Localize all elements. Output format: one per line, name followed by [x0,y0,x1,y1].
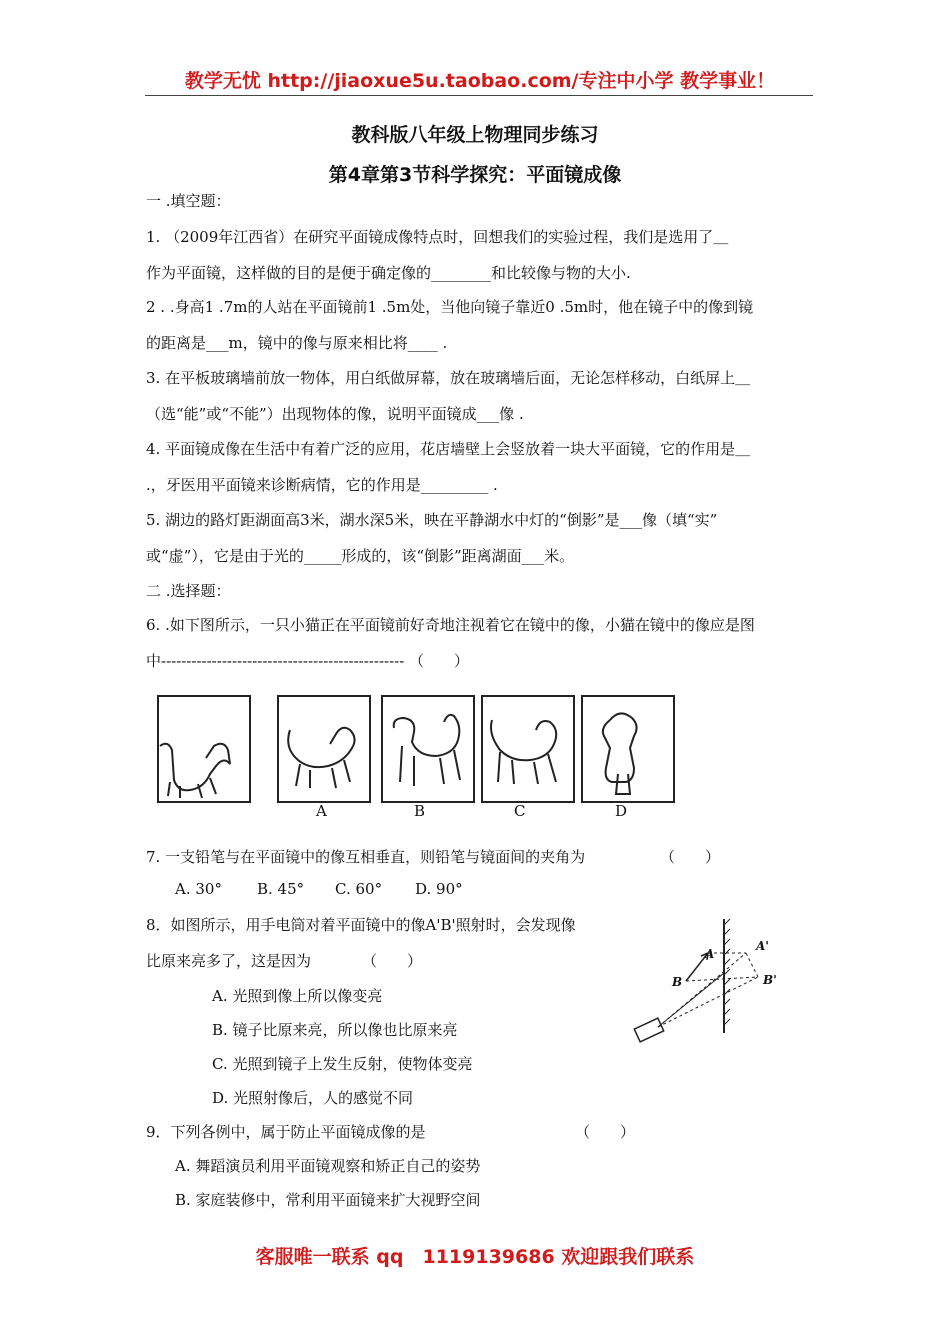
q9-option-a[interactable]: A. 舞蹈演员利用平面镜观察和矫正自己的姿势 [175,1157,481,1175]
q3-line1: 3. 在平板玻璃墙前放一物体，用白纸做屏幕，放在玻璃墙后面，无论怎样移动，白纸屏上＿ [146,369,751,387]
doc-subtitle: 第4章第3节科学探究：平面镜成像 [328,164,622,186]
header-divider [145,95,813,96]
doc-title: 教科版八年级上物理同步练习 [351,124,599,146]
section-fill-blank: 一 .填空题： [146,192,231,210]
q2-line1: 2 . .身高1 .7m的人站在平面镜前1 .5m处，当他向镜子靠近0 .5m时，他在镜子中的像到镜 [146,298,754,316]
q2-line2: 的距离是___m，镜中的像与原来相比将____ . [146,334,448,352]
q3-line2: （选“能”或“不能”）出现物体的像，说明平面镜成___像 . [146,405,524,423]
image-ab [746,953,758,977]
q7-option-b[interactable]: B. 45° [257,880,305,898]
panel-a [278,696,370,802]
q4-line1: 4. 平面镜成像在生活中有着广泛的应用，花店墙壁上会竖放着一块大平面镜，它的作用是＿ [146,440,751,458]
panel-b [382,696,474,802]
site-header: 教学无忧 http://jiaoxue5u.taobao.com/专注中小学 教学事业！ [184,70,776,92]
q1-line2: 作为平面镜，这样做的目的是便于确定像的________和比较像与物的大小. [146,264,631,282]
q5-line2: 或“虚”），它是由于光的_____形成的，该“倒影”距离湖面___米。 [146,547,575,565]
q8-option-c[interactable]: C. 光照到镜子上发生反射，使物体变亮 [212,1055,473,1073]
fig-label-d: D [615,802,628,820]
q9-stem: 9．下列各例中，属于防止平面镜成像的是 [146,1123,426,1141]
section-choice: 二 .选择题： [146,582,231,600]
label-b: B [672,975,683,989]
fig-label-c: C [514,802,526,820]
contact-footer: 客服唯一联系 qq 1119139686 欢迎跟我们联系 [255,1246,695,1268]
fig-label-b: B [414,802,426,820]
label-b-prime: B' [763,973,777,987]
q8-option-b[interactable]: B. 镜子比原来亮，所以像也比原来亮 [212,1021,458,1039]
panel-d [582,696,674,802]
q7-stem: 7. 一支铅笔与在平面镜中的像互相垂直，则铅笔与镜面间的夹角为 [146,848,586,866]
q6-line2: 中------------------------------------------------ （ ） [146,652,470,670]
q9-option-b[interactable]: B. 家庭装修中，常利用平面镜来扩大视野空间 [175,1191,481,1209]
q6-line1: 6. .如下图所示，一只小猫正在平面镜前好奇地注视着它在镜中的像，小猫在镜中的像应是图 [146,616,755,634]
q8-line2: 比原来亮多了，这是因为 [146,952,312,970]
q7-option-a[interactable]: A. 30° [175,880,222,898]
q8-line1: 8．如图所示，用手电筒对着平面镜中的像A'B'照射时，会发现像 [146,916,576,934]
q8-option-d[interactable]: D. 光照射像后，人的感觉不同 [212,1089,414,1107]
q7-option-c[interactable]: C. 60° [335,880,383,898]
q8-paren: （ ） [362,952,423,970]
q7-paren: （ ） [660,848,721,866]
fig-label-a: A [316,802,327,820]
q4-line2: .，牙医用平面镜来诊断病情，它的作用是_________ . [146,476,498,494]
flashlight [634,1018,663,1042]
q8-option-a[interactable]: A. 光照到像上所以像变亮 [212,987,383,1005]
label-a-prime: A' [756,939,769,953]
q9-paren: （ ） [575,1123,636,1141]
label-a: A [705,947,715,961]
panel-c [482,696,574,802]
q7-option-d[interactable]: D. 90° [415,880,463,898]
q1-line1: 1. （2009年江西省）在研究平面镜成像特点时，回想我们的实验过程，我们是选用了＿ [146,228,729,246]
q5-line1: 5. 湖边的路灯距湖面高3米，湖水深5米，映在平静湖水中灯的“倒影”是___像（填“实” [146,511,718,529]
cat-mirror-figure [150,690,680,810]
